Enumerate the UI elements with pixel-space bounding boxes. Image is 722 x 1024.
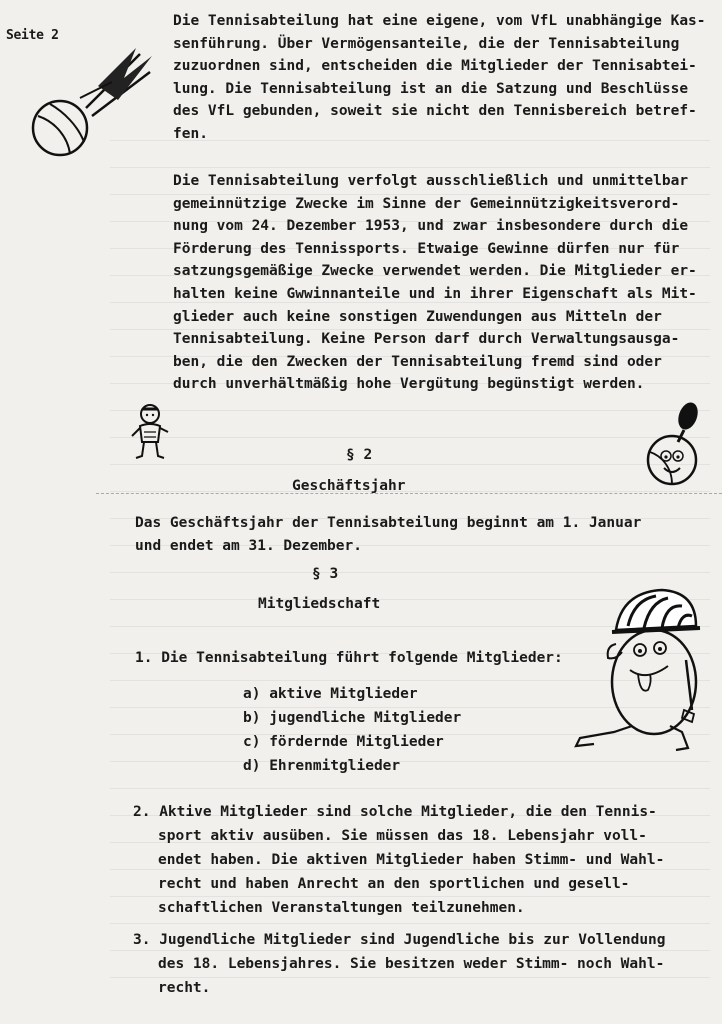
intro-paragraph [173, 10, 711, 146]
intro-line: Die Tennisabteilung hat eine eigene, vom VfL unabhängige Kas- [173, 13, 706, 29]
purpose-line: Tennisabteilung. Keine Person darf durch Verwaltungsausga- [173, 331, 680, 348]
section2-line: Das Geschäftsjahr der Tennisabteilung beginnt am 1. Januar [135, 515, 642, 531]
purpose-line: ben, die den Zwecken der Tennisabteilung fremd sind oder [173, 353, 662, 370]
item2-line: sport aktiv ausüben. Sie müssen das 18. Lebensjahr voll- [158, 828, 647, 844]
item3-line: recht. [158, 980, 211, 996]
purpose-line: durch unverhältmäßig hohe Vergütung begünstigt werden. [173, 376, 645, 393]
purpose-line: Die Tennisabteilung verfolgt ausschließlich und unmittelbar [173, 173, 689, 189]
purpose-line: gemeinnützige Zwecke im Sinne der Gemeinnützigkeitsverord- [173, 195, 680, 212]
item3-line: 3. Jugendliche Mitglieder sind Jugendliche bis zur Vollendung [133, 932, 666, 948]
helmet-ball-mascot-icon [566, 578, 716, 758]
purpose-line: glieder auch keine sonstigen Zuwendungen aus Mitteln der [173, 308, 662, 325]
item2-line: 2. Aktive Mitglieder sind solche Mitglieder, die den Tennis- [133, 804, 657, 820]
item2-line: schaftlichen Veranstaltungen teilzunehmen. [158, 900, 525, 916]
purpose-line: satzungsgemäßige Zwecke verwendet werden. Die Mitglieder er- [173, 263, 697, 280]
tennis-ball-doodle-icon [28, 42, 158, 162]
member-type-item: a) aktive Mitglieder [243, 686, 418, 702]
purpose-line: Förderung des Tennissports. Etwaige Gewinne dürfen nur für [173, 240, 680, 257]
section3-item-1: 1. Die Tennisabteilung führt folgende Mitglieder: [135, 650, 563, 666]
member-type-item: c) fördernde Mitglieder [243, 734, 444, 750]
purpose-line: nung vom 24. Dezember 1953, und zwar insbesondere durch die [173, 218, 689, 235]
item2-line: recht und haben Anrecht an den sportlichen und gesell- [158, 876, 630, 892]
tennis-ball-mascot-icon [642, 398, 716, 488]
tennis-player-doodle-icon [128, 402, 172, 464]
section2-number: § 2 [346, 447, 373, 463]
member-type-item: d) Ehrenmitglieder [243, 758, 401, 774]
section2-title: Geschäftsjahr [292, 478, 406, 494]
section2-paragraph [135, 512, 673, 557]
member-type-item: b) jugendliche Mitglieder [243, 710, 462, 726]
page-label: Seite 2 [6, 28, 59, 43]
section3-title: Mitgliedschaft [258, 596, 381, 612]
intro-line: lung. Die Tennisabteilung ist an die Satzung und Beschlüsse [173, 80, 689, 97]
intro-line: des VfL gebunden, soweit sie nicht den Tennisbereich betref- [173, 103, 697, 120]
intro-line: zuzuordnen sind, entscheiden die Mitglieder der Tennisabtei- [173, 58, 697, 75]
page-divider [96, 493, 722, 494]
purpose-line: halten keine Gwwinnanteile und in ihrer Eigenschaft als Mit- [173, 285, 697, 302]
intro-line: fen. [173, 125, 208, 142]
item3-line: des 18. Lebensjahres. Sie besitzen weder Stimm- noch Wahl- [158, 956, 665, 972]
intro-line: senführung. Über Vermögensanteile, die der Tennisabteilung [173, 35, 680, 52]
section3-item-2 [133, 800, 664, 920]
section3-item-3 [133, 928, 666, 1000]
section2-line: und endet am 31. Dezember. [135, 537, 362, 554]
purpose-paragraph [173, 170, 711, 396]
item2-line: endet haben. Die aktiven Mitglieder haben Stimm- und Wahl- [158, 852, 665, 868]
section3-number: § 3 [312, 566, 339, 582]
